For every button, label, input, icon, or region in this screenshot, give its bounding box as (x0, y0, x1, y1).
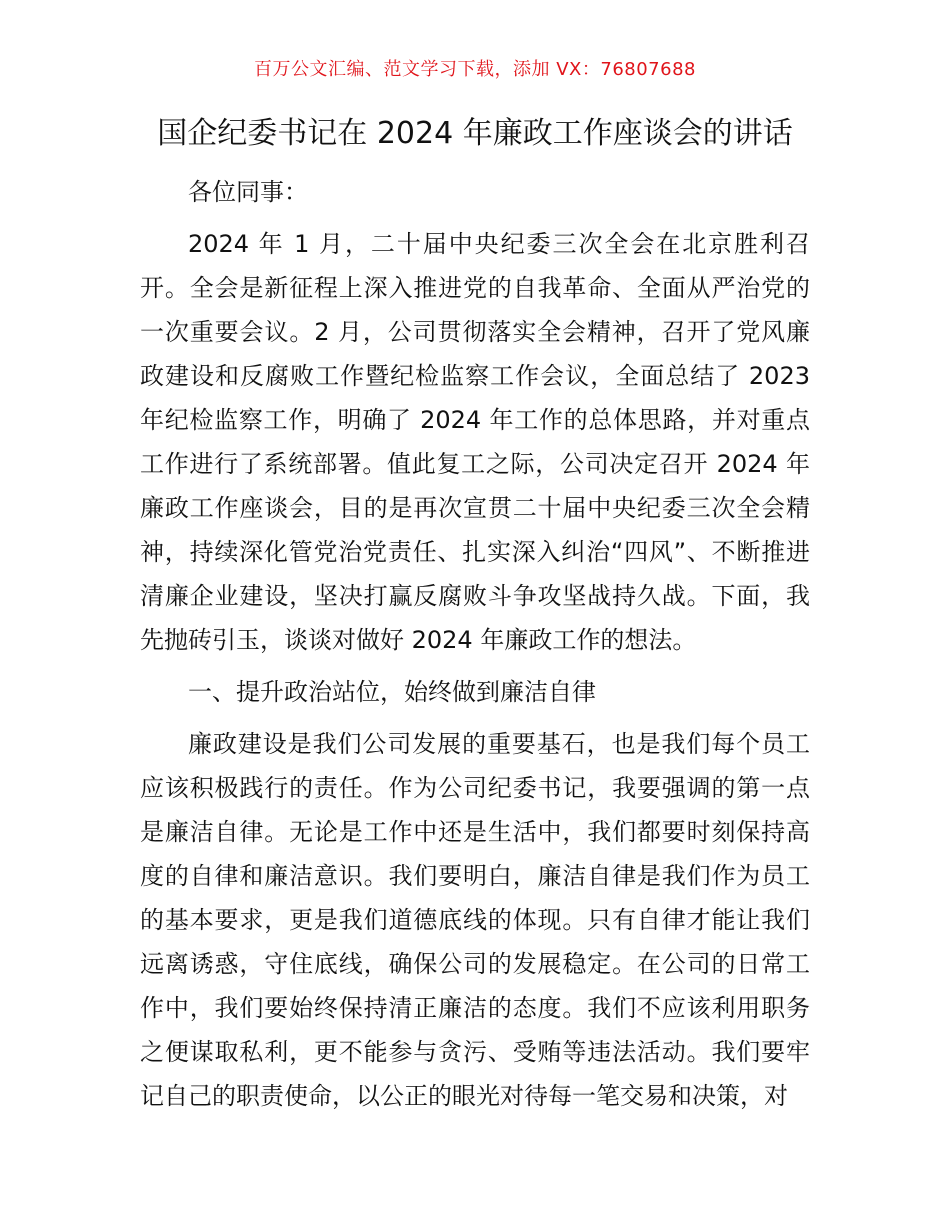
document-title: 国企纪委书记在 2024 年廉政工作座谈会的讲话 (157, 116, 793, 151)
header-banner: 百万公文汇编、范文学习下载，添加 VX：76807688 (254, 59, 696, 80)
section-paragraph: 廉政建设是我们公司发展的重要基石，也是我们每个员工应该积极践行的责任。作为公司纪委书记，我要强调的第一点是廉洁自律。无论是工作中还是生活中，我们都要时刻保持高度的自律和廉洁意识。我们要明白，廉洁自律是我们作为员工的基本要求，更是我们道德底线的体现。只有自律才能让我们远离诱惑，守住底线，确保公司的发展稳定。在公司的日常工作中，我们要始终保持清正廉洁的态度。我们不应该利用职务之便谋取私利，更不能参与贪污、受贿等违法活动。我们要牢记自己的职责使命，以公正的眼光对待每一笔交易和决策，对 (140, 730, 810, 1110)
paragraph: 2024 年 1 月，二十届中央纪委三次全会在北京胜利召开。全会是新征程上深入推进党的自我革命、全面从严治党的一次重要会议。2 月，公司贯彻落实全会精神，召开了党风廉政建设和反腐败工作暨纪检监察工作会议，全面总结了 2023 年纪检监察工作，明确了 2024 年工作的总体思路，并对重点工作进行了系统部署。值此复工之际，公司决定召开 2024 年廉政工作座谈会，目的是再次宣贯二十届中央纪委三次全会精神，持续深化管党治党责任、扎实深入纠治“四风”、不断推进清廉企业建设，坚决打赢反腐败斗争攻坚战持久战。下面，我先抛砖引玉，谈谈对做好 2024 年廉政工作的想法。 (140, 230, 810, 654)
document-body (140, 170, 810, 1126)
section-heading: 一、提升政治站位，始终做到廉洁自律 (188, 678, 596, 706)
salutation: 各位同事： (188, 178, 308, 206)
